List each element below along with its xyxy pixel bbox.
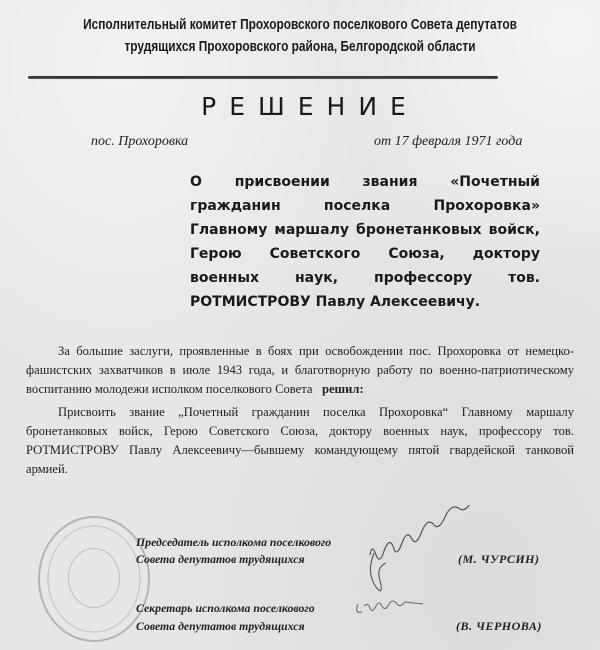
document-date: от 17 февраля 1971 года bbox=[374, 134, 523, 149]
document-subject: О присвоении звания «Почетный гражданин поселка Прохоровка» Главному маршалу бронетанковых войск, Герою Советского Союза, доктору военных наук, профессору тов. РОТМИСТРОВУ Павлу Алексеевичу. bbox=[190, 174, 540, 310]
secretary-title-line-1: Секретарь исполкома поселкового bbox=[136, 601, 315, 615]
stamp-ring-icon bbox=[38, 516, 150, 642]
chairman-signature-icon bbox=[350, 505, 530, 605]
chairman-name: (М. ЧУРСИН) bbox=[458, 552, 540, 566]
secretary-signature-icon bbox=[352, 594, 452, 624]
secretary-title-line-2: Совета депутатов трудящихся bbox=[136, 619, 305, 633]
body-paragraph-2: Присвоить звание „Почетный гражданин поселка Прохоровка“ Главному маршалу бронетанковых войск, Герою Советского Союза, доктору военных наук, профессору тов. РОТМИСТРОВУ Павлу Алексеевичу—бывшему командующему пятой гвардейской танковой армией. bbox=[26, 405, 574, 476]
document-header bbox=[54, 14, 546, 58]
resolution-word: решил: bbox=[321, 382, 364, 396]
header-line-2: трудящихся Прохоровского района, Белгородской области bbox=[124, 39, 476, 55]
document-place: пос. Прохоровка bbox=[91, 134, 189, 149]
body-paragraph-1 bbox=[26, 342, 574, 399]
paragraph-1-text: За большие заслуги, проявленные в боях при освобождении пос. Прохоровка от немецко-фашистских захватчиков в июле 1943 года, и благотворную работу по военно-патриотическому воспитанию молодежи исполком поселкового Совета bbox=[26, 344, 574, 396]
header-divider bbox=[28, 76, 498, 79]
chairman-title-line-1: Председатель исполкома поселкового bbox=[136, 535, 332, 549]
document-title: РЕШЕНИЕ bbox=[201, 92, 419, 121]
chairman-title-line-2: Совета депутатов трудящихся bbox=[136, 552, 305, 566]
header-line-1: Исполнительный комитет Прохоровского поселкового Совета депутатов bbox=[83, 17, 517, 33]
secretary-name: (В. ЧЕРНОВА) bbox=[456, 619, 542, 633]
